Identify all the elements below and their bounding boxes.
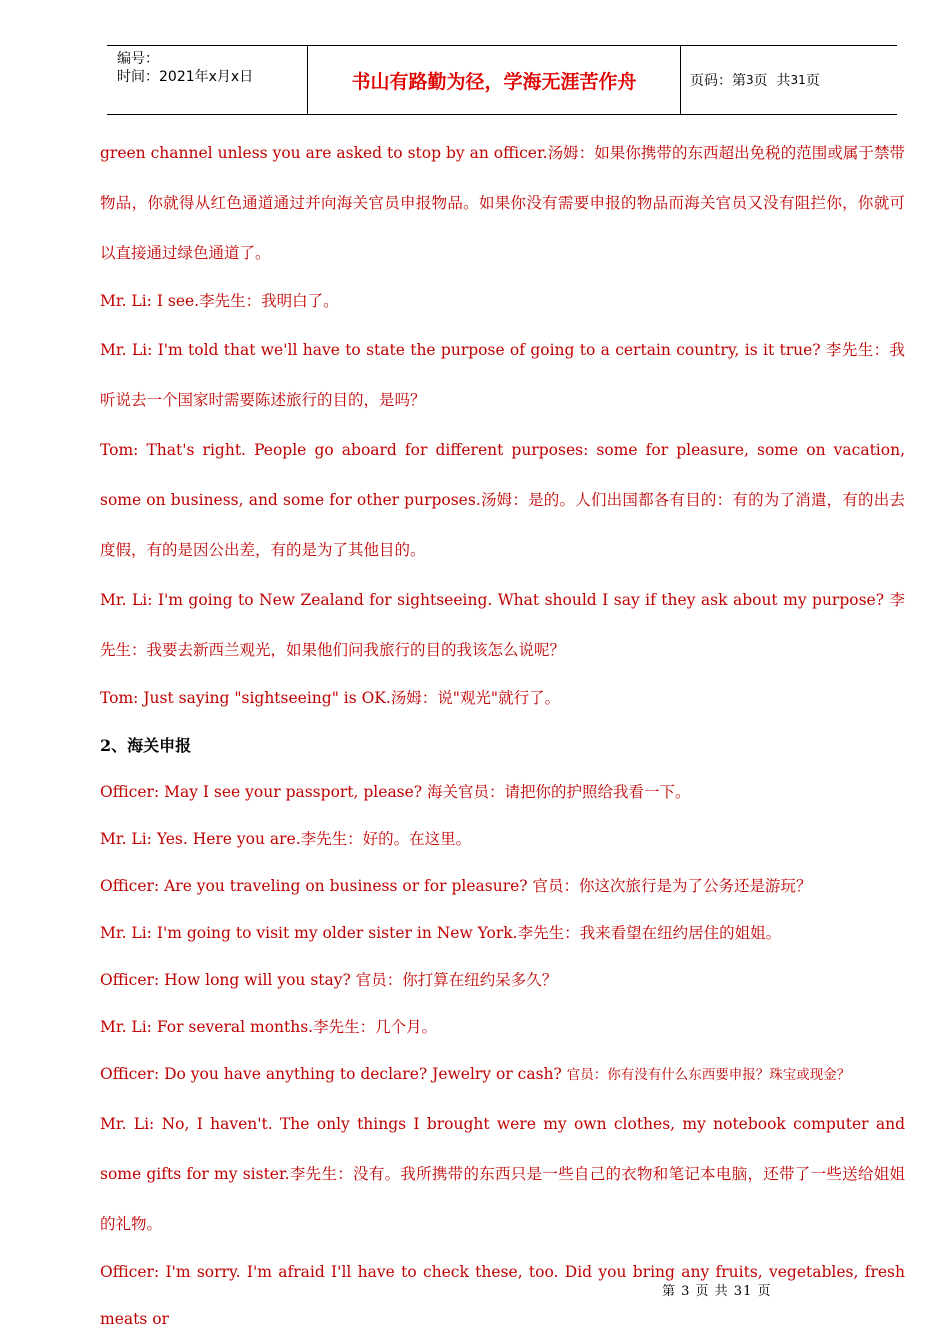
page-total: 31 <box>790 73 806 87</box>
paragraph: Mr. Li: I'm told that we'll have to state the purpose of going to a certain country, is it true? 李先生：我听说去一个国家时需要陈述旅行的目的，是吗？ <box>100 341 905 409</box>
header-meta <box>107 46 308 114</box>
paragraph: green channel unless you are asked to stop by an officer.汤姆：如果你携带的东西超出免税的范围或属于禁带物品，你就得从红色通道通过并向海关官员申报物品。如果你没有需要申报的物品而海关官员又没有阻拦你，你就可以直接通过绿色通道了。 <box>100 144 905 262</box>
dialogue-line: Mr. Li: Yes. Here you are.李先生：好的。在这里。 <box>100 830 472 848</box>
dialogue-line: Officer: How long will you stay? 官员：你打算在纽约呆多久？ <box>100 971 558 989</box>
paragraph: Mr. Li: I'm going to New Zealand for sightseeing. What should I say if they ask about my purpose? 李先生：我要去新西兰观光，如果他们问我旅行的目的我该怎么说呢？ <box>100 591 905 659</box>
page-suffix: 页 <box>805 73 820 89</box>
dialogue-line: Officer: Are you traveling on business or for pleasure? 官员：你这次旅行是为了公务还是游玩？ <box>100 877 812 895</box>
dialogue-declare-en: Officer: Do you have anything to declare? Jewelry or cash? <box>100 1065 567 1083</box>
page-mid: 页 共 <box>753 73 791 89</box>
header-page-number <box>681 46 897 114</box>
document-number-label: 编号： <box>117 51 159 67</box>
page-footer: 第 3 页 共 31 页 <box>662 1284 772 1299</box>
dialogue-line: Officer: I'm sorry. I'm afraid I'll have to check these, too. Did you bring any fruits, vegetables, fresh meats or <box>100 1263 905 1328</box>
document-body <box>100 128 905 1343</box>
dialogue-declare-cn: 官员：你有没有什么东西要申报？珠宝或现金？ <box>566 1067 851 1083</box>
dialogue-line: Officer: May I see your passport, please? 海关官员：请把你的护照给我看一下。 <box>100 783 691 801</box>
paragraph: Tom: Just saying "sightseeing" is OK.汤姆：说"观光"就行了。 <box>100 689 561 707</box>
dialogue-line: Mr. Li: I'm going to visit my older sister in New York.李先生：我来看望在纽约居住的姐姐。 <box>100 924 782 942</box>
dialogue-line <box>100 1051 905 1099</box>
document-time-label: 时间：2021年x月x日 <box>117 69 254 85</box>
dialogue-line: Mr. Li: For several months.李先生：几个月。 <box>100 1018 438 1036</box>
paragraph: Mr. Li: I see.李先生：我明白了。 <box>100 292 339 310</box>
section-heading: 2、海关申报 <box>100 736 192 755</box>
page-prefix: 页码：第 <box>690 73 746 89</box>
page-current: 3 <box>746 73 754 87</box>
paragraph: Tom: That's right. People go aboard for different purposes: some for pleasure, some on vacation, some on business, and some for other purposes.汤姆：是的。人们出国都各有目的：有的为了消遣，有的出去度假，有的是因公出差，有的是为了其他目的。 <box>100 441 905 559</box>
dialogue-line: Mr. Li: No, I haven't. The only things I brought were my own clothes, my notebook computer and some gifts for my sister.李先生：没有。我所携带的东西只是一些自己的衣物和笔记本电脑，还带了一些送给姐姐的礼物。 <box>100 1115 905 1233</box>
page-header <box>107 45 897 115</box>
header-motto: 书山有路勤为径，学海无涯苦作舟 <box>308 46 681 114</box>
